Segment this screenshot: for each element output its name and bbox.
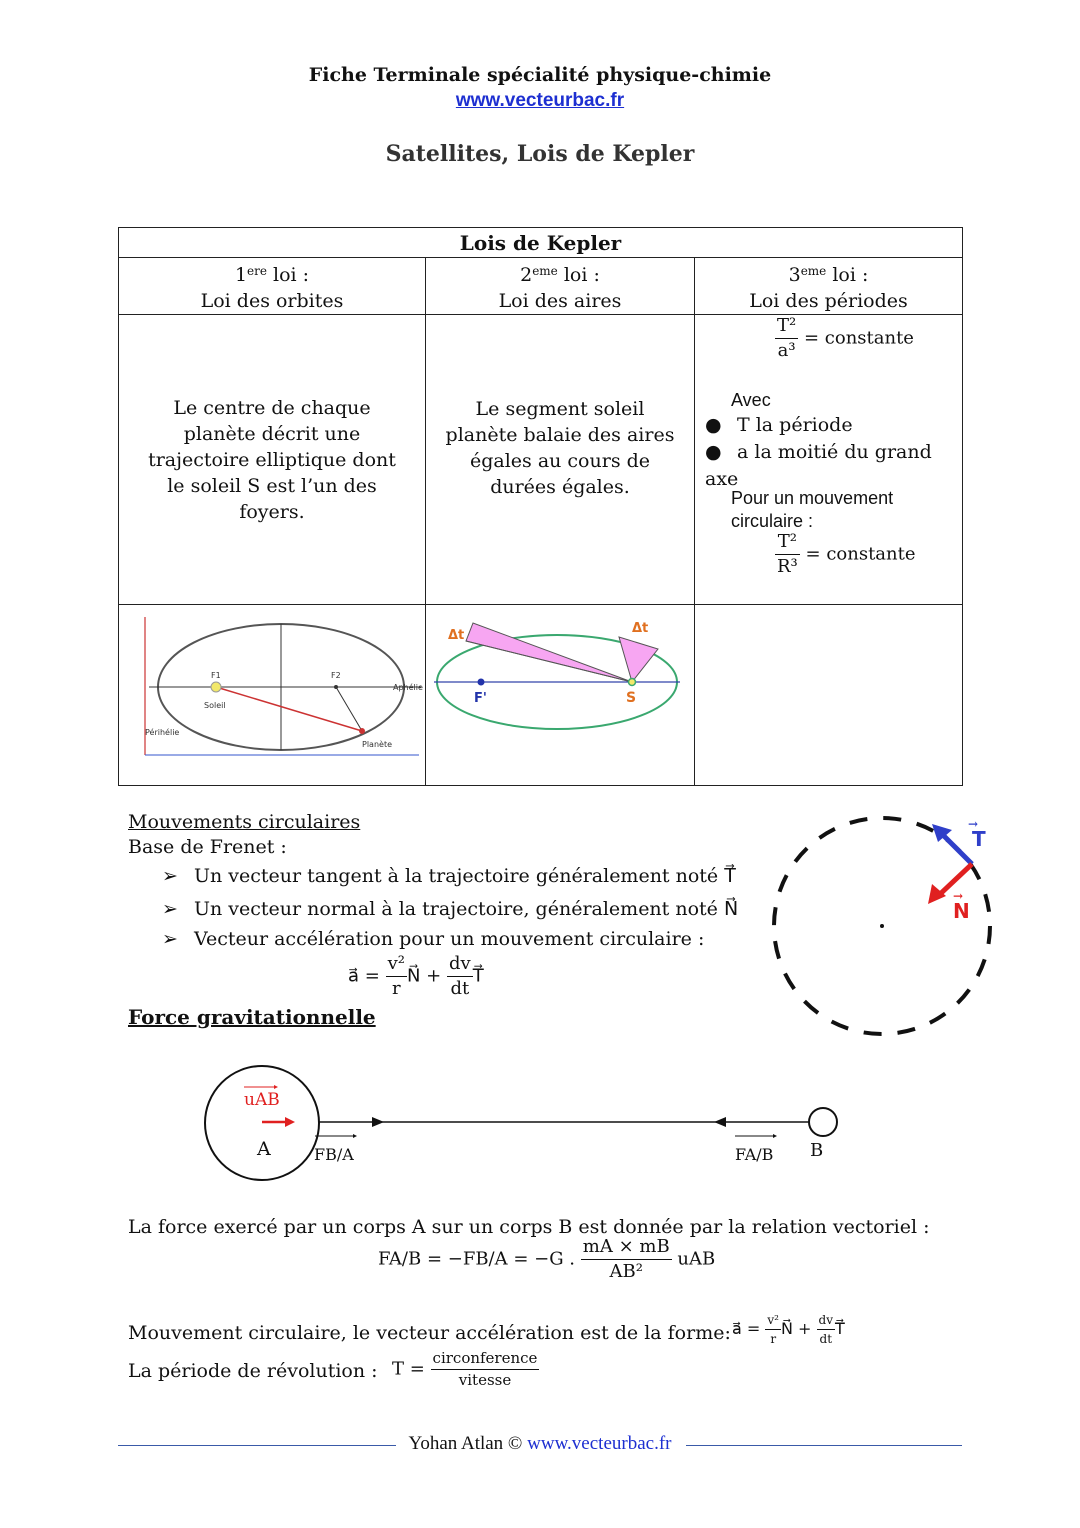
law1-suffix: loi :	[266, 264, 310, 286]
law2-header	[426, 258, 695, 315]
page-subject: Satellites, Lois de Kepler	[385, 141, 695, 167]
orbit-figure-cell	[119, 605, 426, 786]
law3-header	[695, 258, 963, 315]
formula-dv-small: dv	[817, 1314, 835, 1330]
force-b-on-a-label: FB/A	[314, 1145, 354, 1164]
focus-fprime-label: F'	[474, 691, 487, 706]
formula-n-vec-small: N⃗ +	[780, 1319, 812, 1338]
footer-link[interactable]: www.vecteurbac.fr	[527, 1433, 672, 1454]
frenet-acceleration-formula	[348, 955, 484, 998]
law3-number: 3	[788, 264, 801, 286]
law3-denominator-1: a³	[777, 340, 796, 361]
body-b-label: B	[810, 1140, 824, 1161]
force-relation-text: La force exercé par un corps A sur un corps B est donnée par la relation vectoriel :	[128, 1216, 930, 1238]
normal-vector-label: N	[953, 899, 970, 923]
normal-arrow-icon: →	[953, 889, 964, 903]
formula-t-vec: T⃗	[472, 965, 484, 987]
gravitation-formula-unit-vector: uAB	[677, 1248, 716, 1270]
law3-bullet-text: T la période	[737, 414, 853, 436]
law3-avec: Avec	[731, 390, 771, 410]
gravitation-formula	[378, 1238, 715, 1281]
tangent-vector-label: T	[972, 827, 986, 851]
empty-figure-cell	[695, 605, 963, 786]
aphelion-label: Aphélie	[393, 683, 423, 692]
delta-t-label-right: Δt	[632, 621, 649, 636]
law2-text: Le segment soleil planète balaie des aires égales au cours de durées égales.	[445, 397, 675, 498]
perihelion-label: Périhélie	[145, 728, 180, 737]
formula-a-vec-small: a⃗ =	[732, 1319, 761, 1338]
law1-sup: ere	[247, 264, 267, 278]
period-formula-denominator: vitesse	[458, 1371, 512, 1389]
arrow-bullet-icon: ➢	[162, 928, 178, 950]
frenet-bullet-text: Un vecteur normal à la trajectoire, généralement noté N⃗	[194, 898, 739, 920]
law3-constant-2: = constante	[805, 543, 916, 565]
period-formula	[392, 1351, 539, 1388]
kepler-table	[118, 227, 963, 786]
law3-formula-1	[775, 317, 914, 360]
formula-v2: v²	[386, 955, 407, 977]
header-link[interactable]: www.vecteurbac.fr	[455, 90, 625, 111]
law3-bullet: ● a la moitié du grand axe	[705, 441, 932, 490]
law2-body	[426, 315, 695, 605]
planet-label: Planète	[362, 740, 392, 749]
law2-number: 2	[520, 264, 533, 286]
gravitation-formula-denominator: AB²	[609, 1261, 643, 1282]
frenet-circle-diagram	[760, 812, 1000, 1042]
formula-v2-small: v²	[765, 1314, 781, 1330]
frenet-bullet	[162, 898, 738, 920]
formula-dt: dt	[450, 978, 470, 999]
formula-dv: dv	[447, 955, 473, 977]
kepler-table-title: Lois de Kepler	[119, 228, 963, 258]
tangent-arrow-icon: →	[968, 817, 979, 831]
frenet-bullet	[162, 928, 704, 950]
law3-numerator-1: T²	[775, 317, 798, 339]
law2-sup: eme	[532, 264, 558, 278]
equal-areas-figure	[426, 605, 694, 785]
gravitational-force-diagram	[200, 1055, 850, 1195]
gravitational-force-heading: Force gravitationnelle	[128, 1005, 376, 1029]
law3-denominator-2: R³	[777, 556, 798, 577]
law2-name: Loi des aires	[498, 290, 622, 312]
focus-f1-label: F1	[211, 671, 221, 680]
gravitation-formula-numerator: mA × mB	[581, 1238, 672, 1260]
frenet-bullet-text: Vecteur accélération pour un mouvement circulaire :	[194, 928, 705, 950]
gravitation-formula-left: FA/B = −FB/A = −G .	[378, 1248, 576, 1270]
force-a-on-b-label: FA/B	[735, 1145, 774, 1164]
frenet-bullet-text: Un vecteur tangent à la trajectoire généralement noté T⃗	[194, 865, 736, 887]
law3-suffix: loi :	[826, 264, 869, 286]
law3-formula-2	[775, 533, 916, 576]
sun-label: Soleil	[204, 701, 226, 710]
law2-suffix: loi :	[557, 264, 600, 286]
circular-motion-heading: Mouvements circulaires	[128, 811, 361, 833]
document-title: Fiche Terminale spécialité physique-chimie	[308, 64, 772, 86]
law1-number: 1	[234, 264, 248, 286]
formula-dt-small: dt	[819, 1332, 833, 1346]
elliptical-orbit-figure	[119, 605, 425, 785]
law3-circular-text: Pour un mouvement circulaire :	[731, 488, 894, 531]
formula-n-vec: N⃗ +	[406, 965, 442, 987]
law3-body	[695, 315, 963, 605]
law3-numerator-2: T²	[775, 533, 800, 555]
revolution-period-text: La période de révolution :	[128, 1360, 378, 1382]
formula-a-vec: a⃗ =	[348, 965, 380, 987]
formula-r-small: r	[770, 1332, 777, 1346]
law3-bullet-text: a la moitié du grand axe	[705, 441, 932, 490]
period-formula-numerator: circonference	[431, 1351, 540, 1370]
body-a-label: A	[257, 1138, 271, 1160]
footer	[0, 1433, 1080, 1455]
law3-constant-1: = constante	[803, 327, 914, 349]
arrow-bullet-icon: ➢	[162, 898, 178, 920]
frenet-bullet	[162, 865, 736, 887]
law1-text: Le centre de chaque planète décrit une trajectoire elliptique dont le soleil S est l’un des foyers.	[148, 396, 396, 523]
law1-header	[119, 258, 426, 315]
circular-acceleration-text: Mouvement circulaire, le vecteur accélération est de la forme:	[128, 1322, 731, 1344]
formula-r: r	[391, 978, 401, 999]
law3-bullet: ● T la période	[705, 414, 853, 436]
footer-author: Yohan Atlan ©	[408, 1433, 523, 1454]
frenet-base-label: Base de Frenet :	[128, 836, 287, 858]
arrow-bullet-icon: ➢	[162, 865, 178, 887]
formula-t-vec-small: T⃗	[835, 1319, 845, 1338]
law1-body	[119, 315, 426, 605]
unit-vector-label: uAB	[244, 1090, 280, 1110]
circular-acceleration-formula	[732, 1314, 845, 1345]
period-formula-t: T =	[392, 1358, 425, 1380]
law1-name: Loi des orbites	[200, 290, 344, 312]
focus-f2-label: F2	[331, 671, 341, 680]
sun-s-label: S	[626, 690, 637, 706]
law3-bullet-list	[705, 412, 962, 493]
law3-name: Loi des périodes	[749, 290, 908, 312]
delta-t-label-left: Δt	[448, 628, 465, 643]
areas-figure-cell	[426, 605, 695, 786]
law3-sup: eme	[800, 264, 827, 278]
